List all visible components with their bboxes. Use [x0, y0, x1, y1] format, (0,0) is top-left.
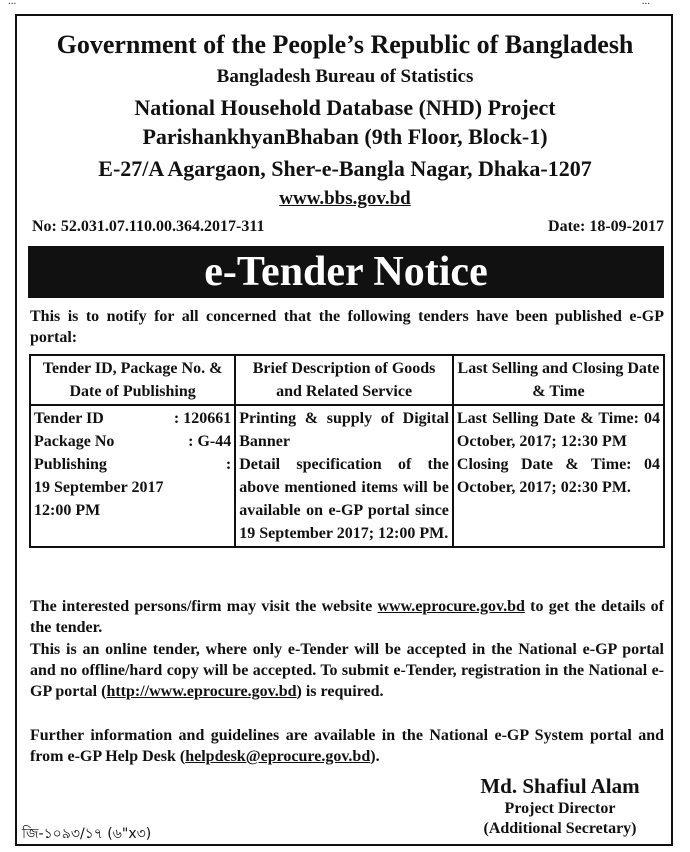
para2-text: This is an online tender, where only e-Tender will be accepted in the National e-GP portal and no offline/hard copy will be accepted. To submit e-Tender, registration in the National e-GP portal ( [30, 641, 664, 700]
top-strip-left-text: ... [8, 0, 17, 7]
top-strip-right-text: ... [641, 0, 650, 7]
package-line [34, 430, 231, 453]
para1-text: The interested persons/firm may visit the website [30, 598, 378, 615]
closing-date: Closing Date & Time: 04 October, 2017; 02:30 PM. [456, 456, 660, 496]
table-row [30, 405, 664, 547]
clipped-top-strip [0, 0, 690, 14]
eprocure-url-link[interactable]: http://www.eprocure.gov.bd [106, 683, 297, 700]
para3-text: Further information and guidelines are available in the National e-GP System portal and from e-GP Help Desk ( [30, 727, 664, 765]
para2-text-end: ) is required. [296, 683, 384, 700]
description-detail: Detail specification of the above mentioned items will be available on e-GP portal since 19 September 2017; 12:00 PM. [239, 456, 449, 542]
website-link[interactable]: www.bbs.gov.bd [279, 188, 411, 209]
dates-cell [453, 405, 664, 547]
para3-text-end: ). [370, 748, 380, 765]
description-cell [235, 405, 453, 547]
package-label: Package No [34, 433, 115, 450]
tender-id-line [34, 407, 231, 430]
para1-text-end: to get the details of the tender. [30, 598, 665, 636]
table-header-row [30, 355, 664, 405]
column-header-dates: Last Selling and Closing Date & Time [453, 355, 664, 405]
signatory-rank: (Additional Secretary) [483, 820, 637, 837]
project-heading: National Household Database (NHD) Project [134, 95, 556, 120]
intro-paragraph: This is to notify for all concerned that the following tenders have been published e-GP portal: [30, 308, 664, 346]
website-paragraph [30, 596, 664, 638]
publishing-date: 19 September 2017 [34, 479, 164, 496]
bureau-heading: Bangladesh Bureau of Statistics [216, 66, 474, 87]
helpdesk-paragraph [30, 725, 664, 767]
tender-id-cell [30, 405, 235, 547]
publishing-time: 12:00 PM [34, 502, 101, 519]
reference-number: No: 52.031.07.110.00.364.2017-311 [32, 218, 265, 235]
signatory-designation: Project Director [504, 800, 616, 817]
publishing-colon: : [225, 456, 232, 473]
package-value: : G-44 [188, 433, 232, 450]
tender-id-value: : 120661 [173, 410, 232, 427]
signatory-name: Md. Shafiul Alam [480, 774, 640, 798]
column-header-tender-id: Tender ID, Package No. & Date of Publishing [30, 355, 235, 405]
tender-table [29, 354, 665, 548]
building-heading: ParishankhyanBhaban (9th Floor, Block-1) [142, 124, 548, 149]
address-heading: E-27/A Agargaon, Sher-e-Bangla Nagar, Dhaka-1207 [98, 156, 592, 181]
eprocure-link[interactable]: www.eprocure.gov.bd [377, 598, 525, 615]
last-selling-date: Last Selling Date & Time: 04 October, 2017; 12:30 PM [456, 410, 660, 450]
column-header-description: Brief Description of Goods and Related Service [235, 355, 453, 405]
footer-reference: জি-১০৯৩/১৭ (৬"x৩) [22, 826, 152, 842]
online-tender-paragraph [30, 639, 664, 702]
publishing-line [34, 453, 231, 476]
helpdesk-email-link[interactable]: helpdesk@eprocure.gov.bd [185, 748, 371, 765]
description-summary: Printing & supply of Digital Banner [239, 410, 449, 450]
government-heading: Government of the People’s Republic of Bangladesh [56, 30, 634, 59]
publishing-label: Publishing [34, 456, 107, 473]
tender-id-label: Tender ID [34, 410, 104, 427]
notice-date: Date: 18-09-2017 [548, 218, 664, 235]
notice-title-banner: e-Tender Notice [28, 246, 664, 298]
